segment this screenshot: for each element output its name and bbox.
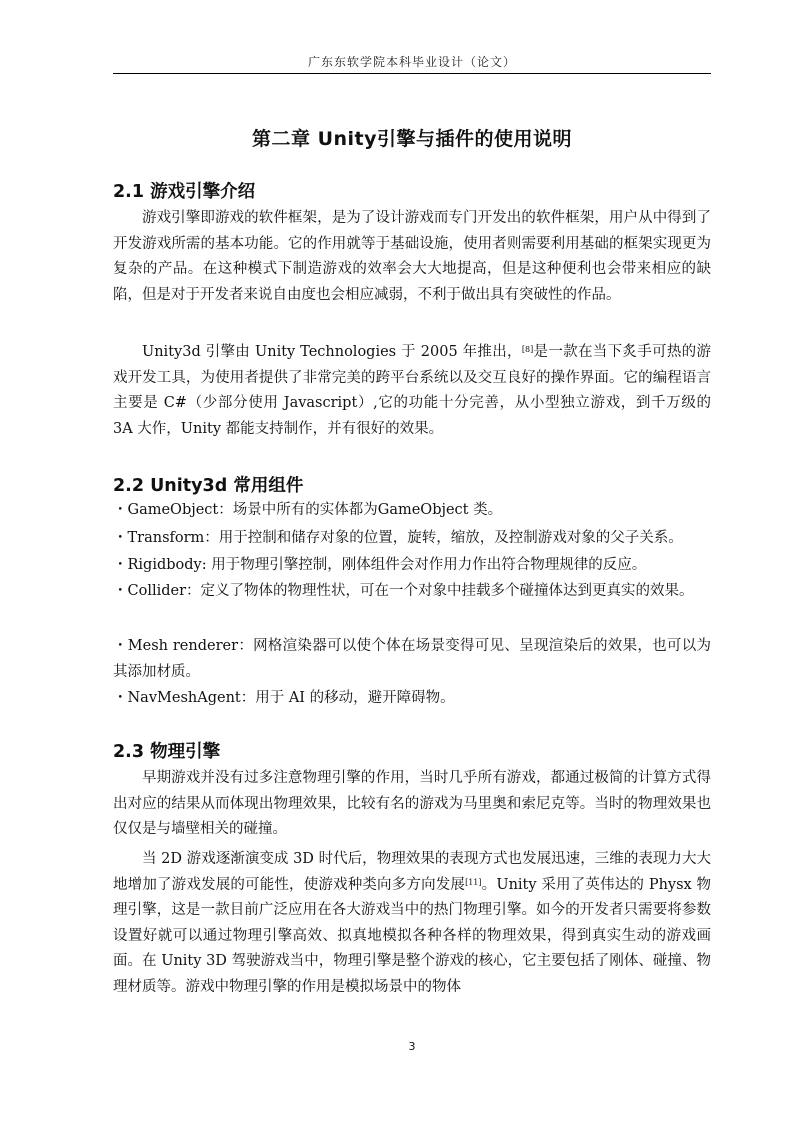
section-2-3-paragraph-1: 早期游戏并没有过多注意物理引擎的作用，当时几乎所有游戏，都通过极简的计算方式得出对应的结果从而体现出物理效果，比较有名的游戏为马里奥和索尼克等。当时的物理效果也仅仅是与墙壁相关的碰撞。 [113, 770, 711, 837]
bullet-item: ・Transform：用于控制和储存对象的位置，旋转，缩放，及控制游戏对象的父子关系。 [113, 530, 683, 546]
citation-ref-11: [11] [465, 877, 482, 887]
bullet-item: ・Rigidbody: 用于物理引擎控制，刚体组件会对作用力作出符合物理规律的反应。 [113, 557, 647, 573]
section-2-3-paragraph-2 [113, 847, 711, 1000]
paragraph-text: 。Unity 采用了英伟达的 Physx 物理引擎，这是一款目前广泛应用在各大游戏当中的热门物理引擎。如今的开发者只需要将参数设置好就可以通过物理引擎高效、拟真地模拟各种各样的物理效果，得到真实生动的游戏画面。在 Unity 3D 驾驶游戏当中，物理引擎是整个游戏的核心，它主要包括了刚体、碰撞、物理材质等。游戏中物理引擎的作用是模拟场景中的物体 [113, 876, 712, 995]
bullet-item: ・GameObject：场景中所有的实体都为GameObject 类。 [113, 502, 503, 518]
paragraph-text: 当 2D 游戏逐渐演变成 3D 时代后，物理效果的表现方式也发展迅速，三维的表现力大大地增加了游戏发展的可能性，使游戏种类向多方向发展 [113, 851, 711, 893]
paragraph-text: Unity3d 引擎由 Unity Technologies 于 2005 年推出， [142, 344, 522, 360]
page-header: 广东东软学院本科毕业设计（论文） [307, 55, 516, 69]
section-2-1-heading: 2.1 游戏引擎介绍 [113, 182, 256, 202]
paragraph-text: 是一款在当下炙手可热的游戏开发工具，为使用者提供了非常完美的跨平台系统以及交互良好的操作界面。它的编程语言主要是 C#（少部分使用 Javascript）,它的功能十分完善，从小型独立游戏，到千万级的 3A 大作，Unity 都能支持制作，并有很好的效果。 [113, 344, 711, 437]
citation-ref-8: [8] [521, 345, 534, 354]
bullet-item: ・Collider：定义了物体的物理性状，可在一个对象中挂载多个碰撞体达到更真实的效果。 [113, 583, 694, 599]
bullet-item: ・Mesh renderer：网格渲染器可以使个体在场景变得可见、呈现渲染后的效果，也可以为其添加材质。 [113, 638, 711, 680]
section-2-1-paragraph-2 [113, 340, 711, 442]
section-2-1-paragraph-1: 游戏引擎即游戏的软件框架，是为了设计游戏而专门开发出的软件框架，用户从中得到了开发游戏所需的基本功能。它的作用就等于基础设施，使用者则需要利用基础的框架实现更为复杂的产品。在这种模式下制造游戏的效率会大大地提高，但是这种便利也会带来相应的缺陷，但是对于开发者来说自由度也会相应减弱，不利于做出具有突破性的作品。 [113, 210, 711, 303]
header-rule [113, 73, 711, 74]
page-number: 3 [408, 1040, 416, 1053]
chapter-title: 第二章 Unity引擎与插件的使用说明 [251, 128, 573, 150]
section-2-2-heading: 2.2 Unity3d 常用组件 [113, 476, 304, 496]
section-2-3-heading: 2.3 物理引擎 [113, 742, 221, 762]
bullet-item: ・NavMeshAgent：用于 AI 的移动，避开障碍物。 [113, 690, 455, 706]
